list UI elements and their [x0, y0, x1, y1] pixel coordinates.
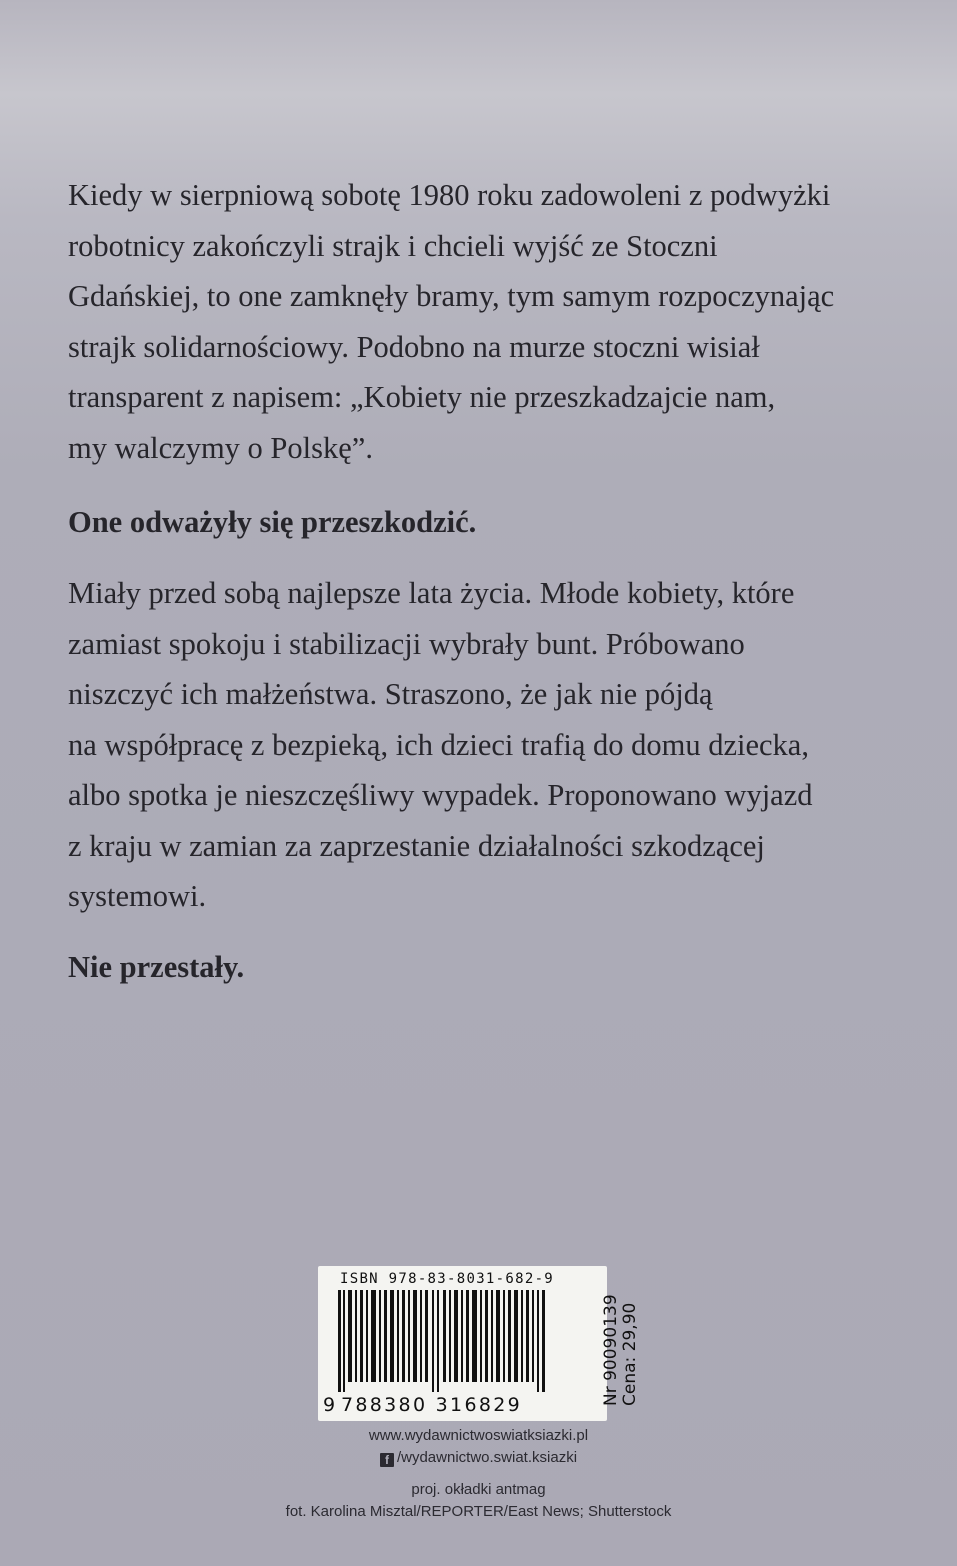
text-line: my walczymy o Polskę”.: [68, 430, 373, 465]
second-paragraph: [68, 568, 898, 922]
publisher-website[interactable]: www.wydawnictwoswiatksiazki.pl: [368, 1427, 589, 1444]
text-line: Kiedy w sierpniową sobotę 1980 roku zadowoleni z podwyżki: [68, 178, 831, 212]
isbn-number: ISBN 978-83-8031-682-9: [340, 1271, 555, 1287]
text-line: strajk solidarnościowy. Podobno na murze stoczni wisiał: [68, 329, 760, 364]
text-line: niszczyć ich małżeństwa. Straszono, że jak nie pójdą: [68, 677, 713, 711]
catalog-number: Nr 90090139: [601, 1294, 621, 1406]
barcode-first-digit: 9: [323, 1394, 336, 1416]
price: Cena: 29,90: [620, 1302, 640, 1406]
cover-design-credit: proj. okładki antmag: [411, 1481, 546, 1498]
facebook-handle: /wydawnictwo.swiat.ksiazki: [396, 1449, 578, 1466]
bold-statement-1: One odważyły się przeszkodzić.: [68, 505, 477, 539]
price-info: [602, 1294, 640, 1406]
text-line: albo spotka je nieszczęśliwy wypadek. Proponowano wyjazd: [68, 778, 813, 812]
barcode-digits: 788380 316829: [341, 1394, 522, 1416]
photo-credits: fot. Karolina Misztal/REPORTER/East News; Shutterstock: [285, 1503, 672, 1520]
text-line: z kraju w zamian za zaprzestanie działalności szkodzącej: [68, 828, 765, 863]
text-line: Miały przed sobą najlepsze lata życia. Młode kobiety, które: [68, 576, 795, 610]
text-line: zamiast spokoju i stabilizacji wybrały bunt. Próbowano: [68, 626, 745, 661]
text-line: transparent z napisem: „Kobiety nie przeszkadzajcie nam,: [68, 380, 776, 414]
facebook-icon: f: [380, 1453, 394, 1467]
barcode-bars: [328, 1290, 563, 1394]
intro-paragraph: [68, 170, 898, 473]
text-line: Gdańskiej, to one zamknęły bramy, tym samym rozpoczynając: [68, 279, 835, 313]
bold-statement-2: Nie przestały.: [68, 950, 245, 984]
text-line: robotnicy zakończyli strajk i chcieli wyjść ze Stoczni: [68, 228, 718, 263]
text-line: na współpracę z bezpieką, ich dzieci trafią do domu dziecka,: [68, 727, 809, 762]
text-line: systemowi.: [68, 879, 207, 913]
facebook-link[interactable]: [0, 1449, 957, 1467]
isbn-barcode: [318, 1266, 640, 1421]
